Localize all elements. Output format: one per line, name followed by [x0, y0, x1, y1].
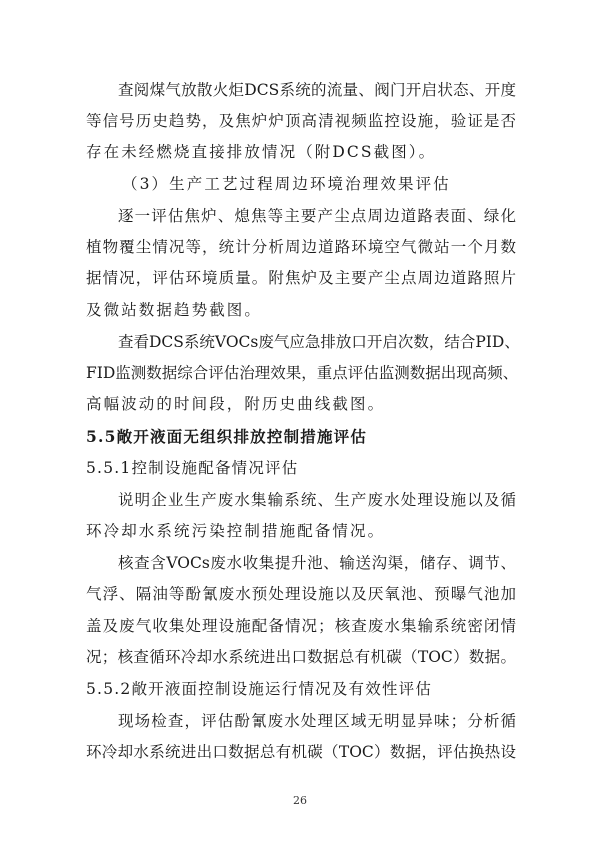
paragraph-line: 核查含VOCs废水收集提升池、输送沟渠，储存、调节、 — [118, 554, 516, 572]
section-heading-5-5: 5.5敞开液面无组织排放控制措施评估 — [86, 427, 368, 446]
paragraph-line: 现场检查，评估酚氰废水处理区域无明显异味；分析循 — [118, 712, 516, 730]
paragraph-line: 环冷却水系统进出口数据总有机碳（TOC）数据，评估换热设 — [86, 743, 516, 761]
paragraph-line: 况；核查循环冷却水系统进出口数据总有机碳（TOC）数据。 — [86, 648, 516, 666]
section-heading-5-5-2: 5.5.2敞开液面控制设施运行情况及有效性评估 — [86, 680, 433, 698]
subsection-heading: （3）生产工艺过程周边环境治理效果评估 — [122, 175, 451, 193]
paragraph-line: 查看DCS系统VOCs废气应急排放口开启次数，结合PID、 — [118, 333, 520, 351]
paragraph-line: 存在未经燃烧直接排放情况（附DCS截图）。 — [86, 143, 437, 161]
paragraph-line: 植物覆尘情况等，统计分析周边道路环境空气微站一个月数 — [86, 238, 516, 256]
paragraph-line: FID监测数据综合评估治理效果，重点评估监测数据出现高频、 — [86, 364, 519, 382]
paragraph-line: 高幅波动的时间段，附历史曲线截图。 — [86, 395, 386, 413]
paragraph-line: 盖及废气收集处理设施配备情况；核查废水集输系统密闭情 — [86, 617, 516, 635]
section-heading-5-5-1: 5.5.1控制设施配备情况评估 — [86, 459, 299, 477]
paragraph-line: 气浮、隔油等酚氰废水预处理设施以及厌氧池、预曝气池加 — [86, 585, 516, 603]
paragraph-line: 查阅煤气放散火炬DCS系统的流量、阀门开启状态、开度 — [118, 81, 516, 99]
paragraph-line: 逐一评估焦炉、熄焦等主要产尘点周边道路表面、绿化 — [118, 207, 516, 225]
paragraph-line: 据情况，评估环境质量。附焦炉及主要产尘点周边道路照片 — [86, 269, 516, 287]
paragraph-line: 等信号历史趋势，及焦炉炉顶高清视频监控设施，验证是否 — [86, 112, 516, 130]
paragraph-line: 环冷却水系统污染控制措施配备情况。 — [86, 522, 386, 540]
paragraph-line: 及微站数据趋势截图。 — [86, 301, 263, 319]
paragraph-line: 说明企业生产废水集输系统、生产废水处理设施以及循 — [118, 491, 516, 509]
page-number: 26 — [293, 794, 307, 807]
